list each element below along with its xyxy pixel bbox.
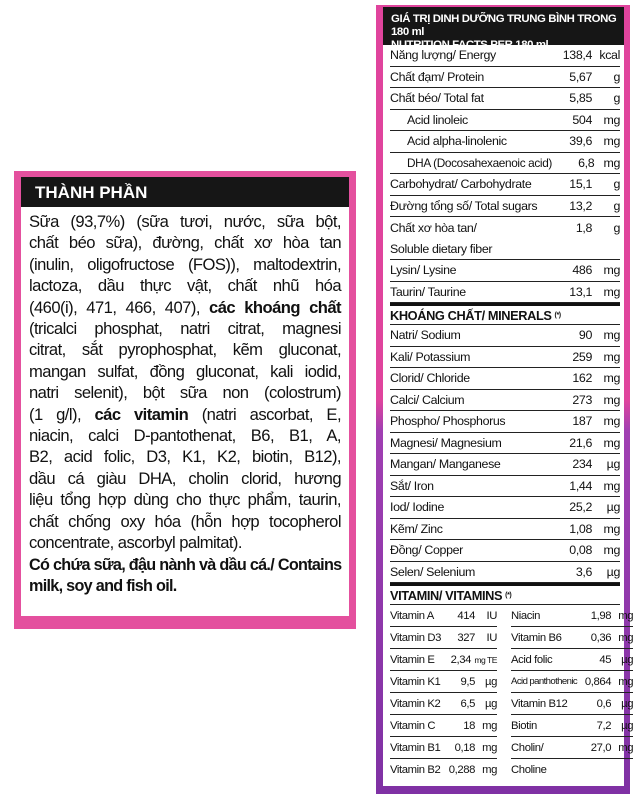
allergen-warning-line: Có chứa sữa, đậu nành và dầu cá./ Contains	[29, 555, 342, 574]
vitamins-grid	[390, 605, 634, 781]
vitamin-value: 7,2	[596, 719, 612, 732]
vitamin-value: 414	[457, 609, 476, 622]
ingredients-text	[21, 207, 349, 616]
vitamin-row	[390, 671, 497, 693]
ingredients-text-part: mangan sulfat, đồng gluconat, kali iodid,	[29, 361, 341, 381]
nutrient-unit: g	[613, 198, 620, 213]
mineral-unit: mg	[603, 543, 620, 558]
vitamin-row	[511, 715, 633, 737]
mineral-value: 1,44	[569, 478, 592, 493]
nutrition-header-vi: GIÁ TRỊ DINH DƯỠNG TRUNG BÌNH TRONG 180 ml	[391, 13, 617, 38]
vitamin-name: Vitamin B1	[390, 741, 441, 754]
mineral-row	[390, 497, 620, 519]
vitamin-unit: µg	[621, 653, 634, 666]
vitamin-name: Vitamin B2	[390, 764, 441, 776]
ingredients-text-part: (inulin, oligofructose (FOS)), maltodextrin,	[29, 254, 341, 274]
vitamin-name: Acid panthothenic	[511, 676, 578, 687]
ingredients-text-part: chất béo sữa), đường, chất xơ hòa tan	[29, 233, 341, 253]
nutrient-row	[390, 239, 620, 261]
nutrient-row	[390, 131, 620, 153]
nutrient-unit: mg	[603, 263, 620, 278]
vitamin-unit: µg	[485, 697, 498, 710]
mineral-value: 162	[572, 371, 592, 386]
mineral-name: Kali/ Potassium	[390, 349, 471, 364]
minerals-mark: (*)	[554, 311, 561, 319]
vitamin-value: 9,5	[460, 675, 476, 688]
ingredients-text-part: (natri ascorbat, E,	[188, 404, 341, 424]
vitamin-unit: mg	[618, 631, 634, 644]
nutrient-row	[390, 217, 620, 239]
minerals-title: KHOÁNG CHẤT/ MINERALS	[390, 307, 552, 323]
vitamin-value: 0,36	[590, 631, 612, 644]
vitamin-row	[390, 649, 497, 671]
mineral-unit: mg	[603, 435, 620, 450]
mineral-unit: mg	[603, 414, 620, 429]
nutrient-row	[390, 282, 620, 304]
nutrient-unit: g	[613, 177, 620, 192]
vitamin-value: 0,864	[584, 675, 612, 688]
mineral-name: Calci/ Calcium	[390, 392, 465, 407]
mineral-name: Clorid/ Chloride	[390, 371, 470, 386]
ingredients-line	[29, 254, 341, 275]
nutrient-row	[390, 174, 620, 196]
nutrient-value: 138,4	[562, 48, 592, 63]
vitamins-heading	[390, 583, 620, 605]
mineral-name: Sắt/ Iron	[390, 478, 434, 493]
vitamin-unit: mg	[482, 764, 498, 776]
mineral-value: 25,2	[569, 500, 592, 515]
main-nutrients	[390, 45, 620, 303]
nutrient-row	[390, 45, 620, 67]
ingredients-line	[29, 382, 341, 403]
vitamin-name: Vitamin E	[390, 653, 435, 666]
vitamin-name: Vitamin K1	[390, 675, 441, 688]
ingredients-text-part: Sữa (93,7%) (sữa tươi, nước, sữa bột,	[29, 212, 341, 231]
mineral-row	[390, 519, 620, 541]
minerals-heading	[390, 303, 620, 325]
mineral-value: 1,08	[569, 521, 592, 536]
vitamin-row	[511, 693, 633, 715]
nutrition-facts-panel	[376, 5, 634, 794]
nutrient-name: Acid alpha-linolenic	[407, 134, 507, 149]
mineral-row	[390, 368, 620, 390]
vitamins-left-column	[390, 605, 497, 781]
ingredients-text-part: (1 g/l),	[29, 404, 95, 424]
mineral-name: Iod/ Iodine	[390, 500, 445, 515]
nutrient-unit: kcal	[599, 48, 620, 63]
vitamin-name: Vitamin B6	[511, 631, 562, 644]
mineral-row	[390, 411, 620, 433]
mineral-unit: mg	[603, 371, 620, 386]
mineral-value: 187	[572, 414, 592, 429]
ingredients-panel	[14, 171, 356, 629]
vitamin-unit: mg TE	[474, 654, 498, 665]
nutrient-value: 5,67	[569, 69, 592, 84]
nutrient-name: Lysin/ Lysine	[390, 263, 457, 278]
vitamin-name: Vitamin B12	[511, 697, 568, 710]
nutrition-table	[383, 45, 634, 786]
vitamin-row	[511, 627, 633, 649]
nutrient-value: 13,2	[569, 198, 592, 213]
vitamin-unit: µg	[621, 697, 634, 710]
nutrient-value: 1,8	[575, 220, 592, 235]
nutrient-name: DHA (Docosahexaenoic acid)	[407, 155, 552, 170]
mineral-name: Selen/ Selenium	[390, 564, 475, 579]
mineral-value: 0,08	[569, 543, 592, 558]
ingredients-text-part: (tricalci phosphat, natri citrat, magnesi	[29, 319, 341, 339]
nutrient-name: Carbohydrat/ Carbohydrate	[390, 177, 532, 192]
mineral-row	[390, 540, 620, 562]
minerals-list	[390, 325, 620, 583]
ingredients-line	[29, 468, 341, 489]
nutrient-unit: mg	[603, 284, 620, 299]
nutrient-row	[390, 88, 620, 110]
vitamin-value: 18	[463, 719, 476, 732]
vitamin-row	[511, 649, 633, 671]
ingredients-line	[29, 446, 341, 467]
ingredients-line	[29, 275, 341, 296]
ingredients-bold-text: các khoáng chất	[209, 297, 341, 317]
mineral-unit: mg	[603, 392, 620, 407]
vitamin-unit: mg	[482, 741, 498, 754]
ingredients-text-part: niacin, calci D-pantothenat, B6, B1, A,	[29, 426, 341, 446]
vitamin-unit: IU	[486, 609, 498, 622]
vitamin-value: 0,288	[448, 764, 476, 776]
ingredients-line	[29, 425, 341, 446]
nutrient-row	[390, 110, 620, 132]
ingredients-title: THÀNH PHẦN	[21, 177, 349, 207]
vitamin-value: 1,98	[590, 609, 612, 622]
mineral-unit: µg	[606, 564, 620, 579]
mineral-unit: mg	[603, 521, 620, 536]
ingredients-text-part: concentrate, ascorbyl palmitat).	[29, 533, 242, 553]
nutrient-unit: mg	[603, 155, 620, 170]
vitamin-value: 27,0	[590, 741, 612, 754]
mineral-row	[390, 476, 620, 498]
allergen-warning	[29, 555, 341, 597]
ingredients-line	[29, 404, 341, 425]
nutrient-row	[390, 153, 620, 175]
vitamin-value: 0,6	[596, 697, 612, 710]
mineral-row	[390, 454, 620, 476]
vitamin-row	[390, 737, 497, 759]
mineral-name: Kẽm/ Zinc	[390, 521, 443, 536]
nutrient-name: Năng lượng/ Energy	[390, 48, 496, 63]
mineral-row	[390, 390, 620, 412]
mineral-unit: mg	[603, 349, 620, 364]
nutrient-value: 5,85	[569, 91, 592, 106]
nutrient-unit: g	[613, 69, 620, 84]
nutrient-value: 13,1	[569, 284, 592, 299]
ingredients-lines	[29, 211, 341, 554]
mineral-unit: µg	[606, 457, 620, 472]
vitamin-row	[390, 759, 497, 781]
nutrient-unit: g	[613, 220, 620, 235]
vitamins-title: VITAMIN/ VITAMINS	[390, 587, 503, 603]
nutrient-name: Đường tổng số/ Total sugars	[390, 198, 538, 213]
mineral-value: 21,6	[569, 435, 592, 450]
mineral-name: Mangan/ Manganese	[390, 457, 501, 472]
nutrient-value: 39,6	[569, 134, 592, 149]
mineral-value: 3,6	[575, 564, 592, 579]
vitamin-unit: mg	[482, 719, 498, 732]
vitamin-row	[390, 627, 497, 649]
mineral-value: 259	[572, 349, 592, 364]
nutrient-name: Soluble dietary fiber	[390, 241, 493, 256]
mineral-unit: mg	[603, 478, 620, 493]
vitamin-name: Vitamin D3	[390, 631, 442, 644]
vitamin-unit: µg	[485, 675, 498, 688]
vitamin-unit: mg	[618, 609, 634, 622]
vitamin-row	[390, 605, 497, 627]
nutrient-value: 504	[572, 112, 592, 127]
mineral-row	[390, 562, 620, 584]
ingredients-text-part: lactoza, dầu thực vật, chất nhũ hóa	[29, 276, 341, 296]
mineral-unit: µg	[606, 500, 620, 515]
ingredients-text-part: (460(i), 471, 466, 407),	[29, 297, 210, 317]
nutrient-unit: mg	[603, 112, 620, 127]
vitamin-unit: mg	[618, 741, 634, 754]
vitamin-unit: mg	[618, 675, 634, 688]
vitamin-row	[390, 693, 497, 715]
mineral-value: 273	[572, 392, 592, 407]
ingredients-line	[29, 361, 341, 382]
ingredients-line	[29, 211, 341, 232]
vitamin-row	[511, 759, 633, 781]
mineral-name: Phospho/ Phosphorus	[390, 414, 506, 429]
nutrient-value: 486	[572, 263, 592, 278]
mineral-row	[390, 325, 620, 347]
nutrient-value: 6,8	[578, 155, 595, 170]
ingredients-text-part: natri selenit), bột sữa non (colostrum)	[29, 383, 341, 403]
ingredients-text-part: dầu cá giàu DHA, cholin clorid, hương	[29, 468, 341, 488]
mineral-name: Đồng/ Copper	[390, 543, 463, 558]
nutrient-name: Chất đạm/ Protein	[390, 69, 484, 84]
vitamin-name: Vitamin C	[390, 719, 436, 732]
ingredients-text-part: citrat, sắt pyrophosphat, kẽm gluconat,	[29, 340, 341, 360]
ingredients-text-part: B2, acid folic, D3, K1, K2, biotin, B12),	[29, 447, 341, 467]
vitamin-unit: µg	[621, 719, 634, 732]
vitamin-name: Choline	[511, 764, 547, 776]
vitamin-name: Niacin	[511, 609, 541, 622]
nutrient-value: 15,1	[569, 177, 592, 192]
vitamin-unit: IU	[486, 631, 498, 644]
ingredients-text-part: chất chống oxy hóa (hỗn hợp tocopherol	[29, 511, 341, 531]
ingredients-line	[29, 232, 341, 253]
vitamin-row	[511, 671, 633, 693]
nutrient-unit: g	[613, 91, 620, 106]
ingredients-line	[29, 339, 341, 360]
ingredients-line	[29, 511, 341, 532]
mineral-row	[390, 347, 620, 369]
vitamin-row	[511, 737, 633, 759]
vitamin-name: Biotin	[511, 719, 537, 732]
vitamin-name: Vitamin K2	[390, 697, 441, 710]
mineral-value: 234	[572, 457, 592, 472]
nutrition-header	[383, 7, 624, 45]
vitamins-mark: (*)	[505, 591, 512, 599]
mineral-row	[390, 433, 620, 455]
allergen-warning-line: milk, soy and fish oil.	[29, 576, 177, 595]
vitamins-right-column	[511, 605, 633, 781]
vitamin-value: 45	[599, 653, 612, 666]
vitamin-row	[511, 605, 633, 627]
nutrient-row	[390, 67, 620, 89]
ingredients-line	[29, 297, 341, 318]
vitamin-value: 327	[457, 631, 476, 644]
nutrient-row	[390, 260, 620, 282]
ingredients-line	[29, 532, 341, 553]
nutrient-row	[390, 196, 620, 218]
vitamin-value: 0,18	[454, 741, 476, 754]
ingredients-line	[29, 489, 341, 510]
vitamin-value: 6,5	[460, 697, 476, 710]
mineral-name: Magnesi/ Magnesium	[390, 435, 502, 450]
vitamin-value: 2,34	[450, 653, 472, 666]
vitamin-name: Acid folic	[511, 653, 553, 666]
ingredients-line	[29, 318, 341, 339]
mineral-unit: mg	[603, 328, 620, 343]
nutrient-name: Chất béo/ Total fat	[390, 91, 484, 106]
nutrient-name: Taurin/ Taurine	[390, 284, 466, 299]
ingredients-text-part: liệu tổng hợp dùng cho thực phẩm, taurin,	[29, 490, 341, 510]
vitamin-name: Cholin/	[511, 741, 544, 754]
vitamin-name: Vitamin A	[390, 609, 434, 622]
ingredients-bold-text: các vitamin	[94, 404, 189, 424]
nutrient-name: Chất xơ hòa tan/	[390, 220, 477, 235]
nutrient-name: Acid linoleic	[407, 112, 468, 127]
vitamin-row	[390, 715, 497, 737]
mineral-value: 90	[578, 328, 592, 343]
nutrient-unit: mg	[603, 134, 620, 149]
mineral-name: Natri/ Sodium	[390, 328, 461, 343]
